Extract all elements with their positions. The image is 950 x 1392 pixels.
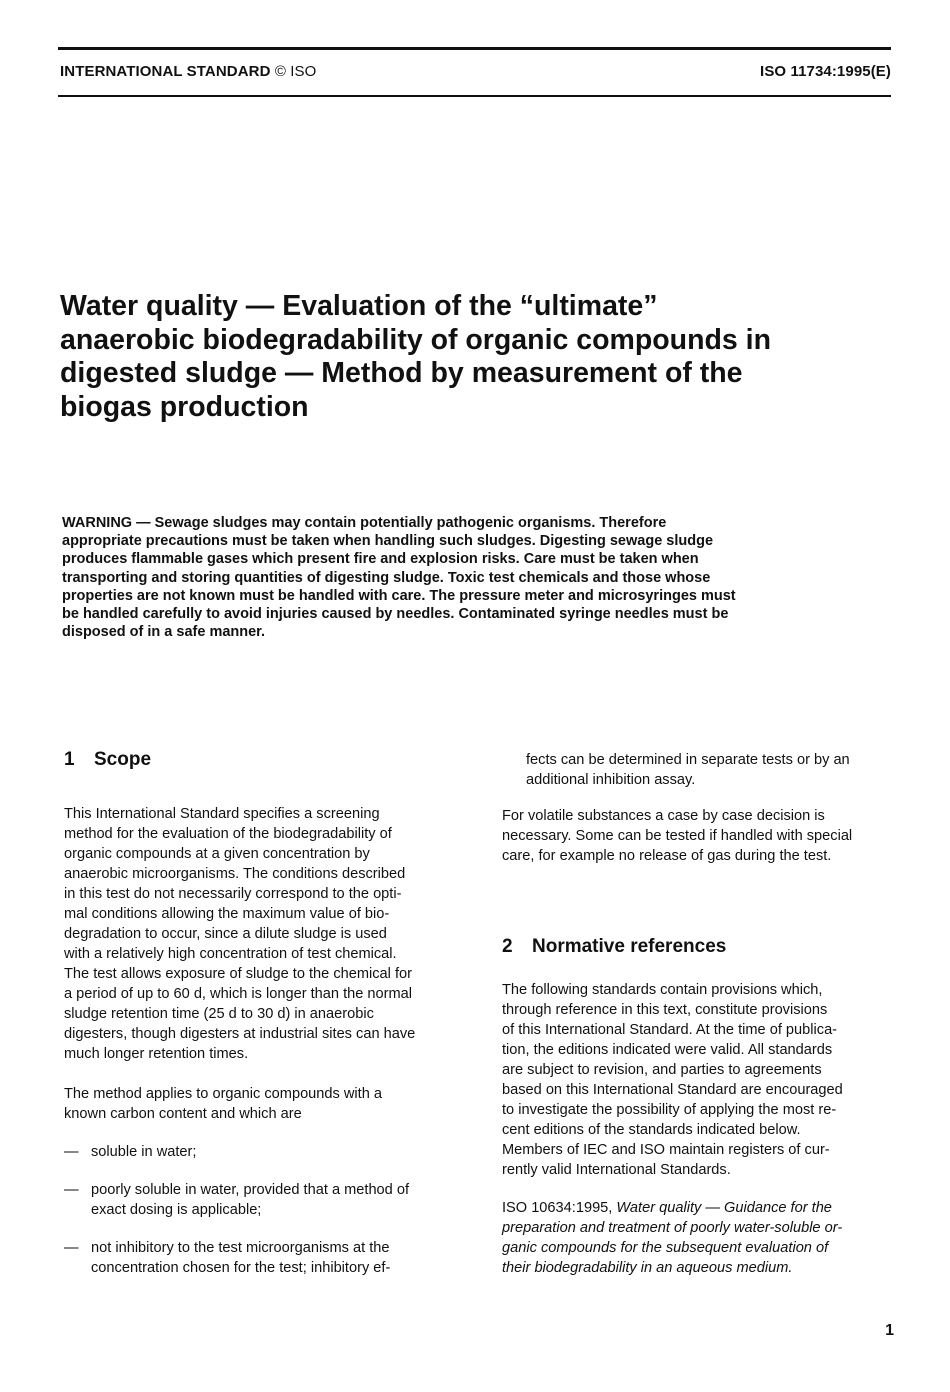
text-line: The following standards contain provisions which,	[502, 982, 823, 998]
warning-line: produces flammable gases which present fire and explosion risks. Care must be taken when	[62, 551, 699, 568]
text-line: with a relatively high concentration of test chemical.	[64, 946, 397, 962]
text-line: anaerobic microorganisms. The conditions described	[64, 866, 406, 882]
warning-line: be handled carefully to avoid injuries caused by needles. Contaminated syringe needles must be	[62, 606, 729, 623]
dash-bullet: —	[64, 1182, 79, 1198]
text-line: a period of up to 60 d, which is longer than the normal	[64, 986, 413, 1002]
text-line: rently valid International Standards.	[502, 1162, 731, 1178]
reference-title-line: ganic compounds for the subsequent evaluation of	[502, 1240, 829, 1256]
text-line: organic compounds at a given concentration by	[64, 846, 370, 862]
list-item-continuation	[526, 750, 897, 790]
text-line: through reference in this text, constitute provisions	[502, 1002, 828, 1018]
title-line: digested sludge — Method by measurement of the	[60, 357, 743, 389]
text-line: to investigate the possibility of applying the most re-	[502, 1102, 837, 1118]
document-number: ISO 11734:1995(E)	[760, 63, 891, 80]
text-line: necessary. Some can be tested if handled with special	[502, 828, 853, 844]
normative-reference	[502, 1198, 897, 1278]
title-line: anaerobic biodegradability of organic compounds in	[60, 323, 771, 356]
text-line: For volatile substances a case by case decision is	[502, 808, 825, 824]
text-line: known carbon content and which are	[64, 1106, 302, 1122]
copyright-label: © ISO	[274, 63, 317, 80]
text-line: much longer retention times.	[64, 1046, 249, 1062]
applicability-paragraph	[64, 1084, 458, 1124]
text-line: The test allows exposure of sludge to the chemical for	[64, 966, 412, 982]
text-line: The method applies to organic compounds with a	[64, 1086, 383, 1102]
header-top-rule	[58, 47, 891, 50]
header-standard-label	[60, 63, 316, 80]
warning-line: appropriate precautions must be taken when handling such sludges. Digesting sewage sludge	[62, 533, 714, 550]
warning-line: WARNING — Sewage sludges may contain potentially pathogenic organisms. Therefore	[62, 515, 667, 531]
section-title: Normative references	[532, 936, 727, 957]
title-line: Water quality — Evaluation of the “ultimate”	[60, 290, 658, 322]
text-line: This International Standard specifies a screening	[64, 806, 380, 822]
text-line: not inhibitory to the test microorganisms at the	[91, 1240, 390, 1256]
text-line: mal conditions allowing the maximum value of bio-	[64, 906, 390, 922]
text-line: care, for example no release of gas during the test.	[502, 848, 832, 864]
text-line: digesters, though digesters at industrial sites can have	[64, 1026, 416, 1042]
dash-bullet: —	[64, 1144, 79, 1160]
text-line: degradation to occur, since a dilute sludge is used	[64, 926, 387, 942]
text-line: are subject to revision, and parties to agreements	[502, 1062, 822, 1078]
section-number: 1	[64, 749, 75, 770]
list-item	[64, 1180, 458, 1220]
warning-line: disposed of in a safe manner.	[62, 624, 266, 641]
list-item	[64, 1238, 458, 1278]
header-bottom-rule	[58, 95, 891, 97]
normative-paragraph	[502, 980, 897, 1180]
section-number: 2	[502, 936, 513, 957]
reference-title-line: Water quality — Guidance for the	[616, 1200, 832, 1216]
warning-block	[62, 514, 852, 641]
text-line: of this International Standard. At the time of publica-	[502, 1022, 838, 1038]
document-title	[60, 290, 860, 424]
text-line: based on this International Standard are encouraged	[502, 1082, 843, 1098]
section-title: Scope	[94, 749, 152, 770]
title-line: biogas production	[60, 390, 309, 423]
section-1-heading	[64, 750, 151, 770]
scope-paragraph	[64, 804, 458, 1064]
text-line: in this test do not necessarily correspond to the opti-	[64, 886, 402, 902]
reference-number: ISO 10634:1995,	[502, 1200, 613, 1216]
reference-title-line: preparation and treatment of poorly water-soluble or-	[502, 1220, 843, 1236]
text-line: poorly soluble in water, provided that a method of	[91, 1182, 410, 1198]
text-line: cent editions of the standards indicated below.	[502, 1122, 801, 1138]
text-line: fects can be determined in separate tests or by an	[526, 752, 850, 768]
text-line: soluble in water;	[91, 1144, 197, 1160]
reference-title-line: their biodegradability in an aqueous medium.	[502, 1260, 793, 1276]
list-item	[64, 1142, 458, 1162]
text-line: concentration chosen for the test; inhibitory ef-	[91, 1260, 391, 1276]
text-line: sludge retention time (25 d to 30 d) in anaerobic	[64, 1006, 374, 1022]
warning-line: properties are not known must be handled with care. The pressure meter and microsyringes must	[62, 587, 736, 604]
standard-label: INTERNATIONAL STANDARD	[60, 63, 271, 80]
text-line: tion, the editions indicated were valid. All standards	[502, 1042, 833, 1058]
page-number: 1	[885, 1322, 894, 1339]
section-2-heading	[502, 937, 726, 957]
warning-line: transporting and storing quantities of digesting sludge. Toxic test chemicals and those whose	[62, 569, 711, 586]
dash-bullet: —	[64, 1240, 79, 1256]
text-line: Members of IEC and ISO maintain registers of cur-	[502, 1142, 830, 1158]
volatile-paragraph	[502, 806, 897, 866]
text-line: exact dosing is applicable;	[91, 1202, 262, 1218]
text-line: method for the evaluation of the biodegradability of	[64, 826, 392, 842]
text-line: additional inhibition assay.	[526, 772, 696, 788]
